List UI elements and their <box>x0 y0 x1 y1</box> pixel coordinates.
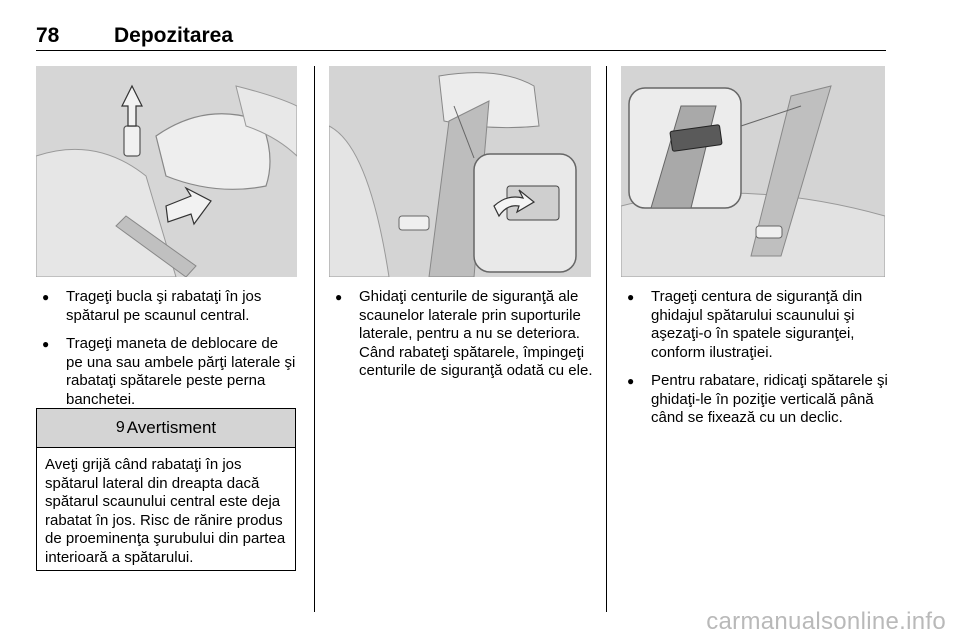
warning-icon: 9 <box>115 419 125 436</box>
warning-box <box>36 408 296 571</box>
instruction-list-1 <box>36 288 298 409</box>
section-title: Depozitarea <box>114 24 234 47</box>
column-1 <box>36 288 298 419</box>
warning-text: Aveţi grijă când rabataţi în jos spătarul lateral din dreapta dacă spătarul scaunului central este deja rabatat în jos. Risc de rănire produs de proeminenţa şurubului din partea interioară a spătarului. <box>45 456 286 566</box>
seat-buckle-illustration <box>36 66 297 277</box>
instruction-list-3 <box>621 288 889 428</box>
belt-behind-guide-illustration <box>621 66 885 277</box>
column-2 <box>329 288 595 391</box>
warning-header <box>37 409 295 448</box>
column-divider-1 <box>314 66 315 612</box>
header-rule <box>36 50 886 51</box>
watermark: carmanualsonline.info <box>706 608 946 635</box>
column-divider-2 <box>606 66 607 612</box>
page-number: 78 <box>36 24 60 47</box>
list-item: ● Trageţi bucla şi rabataţi în jos spătarul pe scaunul central. <box>36 288 298 325</box>
figure-belt-guide <box>329 66 591 277</box>
list-item: ● Trageţi centura de siguranţă din ghidajul spătarului scaunului şi aşezaţi-o în spatele siguranţei, conform ilustraţiei. <box>621 288 889 362</box>
figure-belt-behind-guide <box>621 66 885 277</box>
instruction-list-2 <box>329 288 595 381</box>
belt-guide-illustration <box>329 66 591 277</box>
figure-center-seat-buckle <box>36 66 297 277</box>
column-3 <box>621 288 889 438</box>
list-item: ● Ghidaţi centurile de siguranţă ale scaunelor laterale prin suporturile laterale, pentru a nu se deteriora. Când rabateţi spătarele, împingeţi centurile de siguranţă odată cu ele. <box>329 288 595 381</box>
list-item: ● Trageţi maneta de deblocare de pe una sau ambele părţi laterale şi rabataţi spătarele peste perna banchetei. <box>36 335 298 409</box>
page-header <box>36 20 886 52</box>
list-item: ● Pentru rabatare, ridicaţi spătarele şi ghidaţi-le în poziţie verticală până când se fixează cu un declic. <box>621 372 889 428</box>
warning-title: Avertisment <box>126 418 217 437</box>
